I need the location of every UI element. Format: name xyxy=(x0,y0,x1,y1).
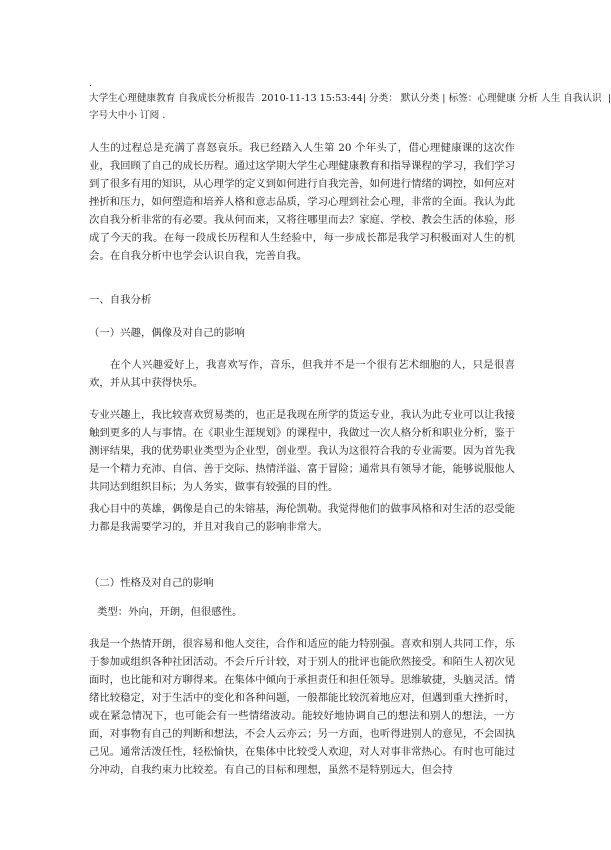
paragraph-personality: 我是一个热情开朗，很容易和他人交往，合作和适应的能力特别强。喜欢和别人共同工作，乐于参加或组织各种社团活动。不会斤斤计较，对于别人的批评也能欣然接受。和陌生人初次见面时，也比能和对方聊得来。在集体中倾向于承担责任和担任领导。思维敏捷，头脑灵活。情绪比较稳定，对于生活中的变化和各种问题，一般都能比较沉着地应对，但遇到重大挫折时，或在紧急情况下，也可能会有一些情绪波动。能较好地协调自己的想法和别人的想法，一方面，对事物有自己的判断和想法，不会人云亦云；另一方面，也听得进别人的意见，不会固执己见。通常活泼任性，轻松愉快，在集体中比较受人欢迎，对人对事非常热心。有时也可能过分冲动，自我约束力比较差。有自己的目标和理想，虽然不是特别远大，但会持 xyxy=(89,638,516,776)
post-datetime: 2010-11-13 15:53:44 xyxy=(261,93,363,104)
post-tags[interactable]: 标签：心理健康 分析 人生 自我认识 xyxy=(448,93,602,104)
subscribe-link[interactable]: 订阅 xyxy=(140,110,160,121)
page-marker-dot: . xyxy=(89,79,92,89)
paragraph-major-interest: 专业兴趣上，我比较喜欢贸易类的，也正是我现在所学的货运专业，我认为此专业可以让我接触到更多的人与事情。在《职业生涯规划》的课程中，我做过一次人格分析和职业分析，鉴于测评结果，我的优势职业类型为企业型，创业型。我认为这很符合我的专业需要。因为首先我是一个精力充沛、自信、善于交际、热情洋溢、富于冒险；通常具有领导才能，能够说服他人共同达到组织目标；为人务实，做事有较强的目的性。 xyxy=(89,409,516,493)
post-title: 大学生心理健康教育 自我成长分析报告 xyxy=(89,93,256,104)
font-size-control[interactable]: 字号大中小 xyxy=(89,110,137,121)
subsection-heading-personality: （二）性格及对自己的影响 xyxy=(89,577,214,589)
paragraph-idols: 我心目中的英雄，偶像是自己的朱镕基，海伦凯勒。我觉得他们的做事风格和对生活的忍受能力都是我需要学习的，并且对我自己的影响非常大。 xyxy=(89,503,516,533)
paragraph-hobbies: 在个人兴趣爱好上，我喜欢写作，音乐，但我并不是一个很有艺术细胞的人，只是很喜欢，并从其中获得快乐。 xyxy=(89,359,515,389)
intro-paragraph: 人生的过程总是充满了喜怒哀乐。我已经踏入人生第 20 个年头了，借心理健康课的这次作业，我回顾了自己的成长历程。通过这学期大学生心理健康教育和指导课程的学习，我们学习到了很多有用的知识，从心理学的定义到如何进行自我完善，如何进行情绪的调控，如何应对挫折和压力，如何塑造和培养人格和意志品质，学习心理到社会心理，非常的全面。我认为此次自我分析非常的有必要。我从何而来，又将往哪里而去？家庭、学校、教会生活的体验，形成了今天的我。在每一段成长历程和人生经验中，每一步成长都是我学习积极面对人生的机会。在自我分析中也学会认识自我，完善自我。 xyxy=(89,142,516,262)
personality-type-line: 类型：外向，开朗，但很感性。 xyxy=(97,606,243,618)
subsection-heading-interests: （一）兴趣，偶像及对自己的影响 xyxy=(89,327,245,339)
post-category[interactable]: 分类： 默认分类 xyxy=(369,93,440,104)
section-heading-self-analysis: 一、自我分析 xyxy=(89,294,152,306)
post-meta: 大学生心理健康教育 自我成长分析报告 2010-11-13 15:53:44| 分类： 默认分类 | 标签：心理健康 分析 人生 自我认识 |字号大中小 订阅 . xyxy=(89,93,611,121)
